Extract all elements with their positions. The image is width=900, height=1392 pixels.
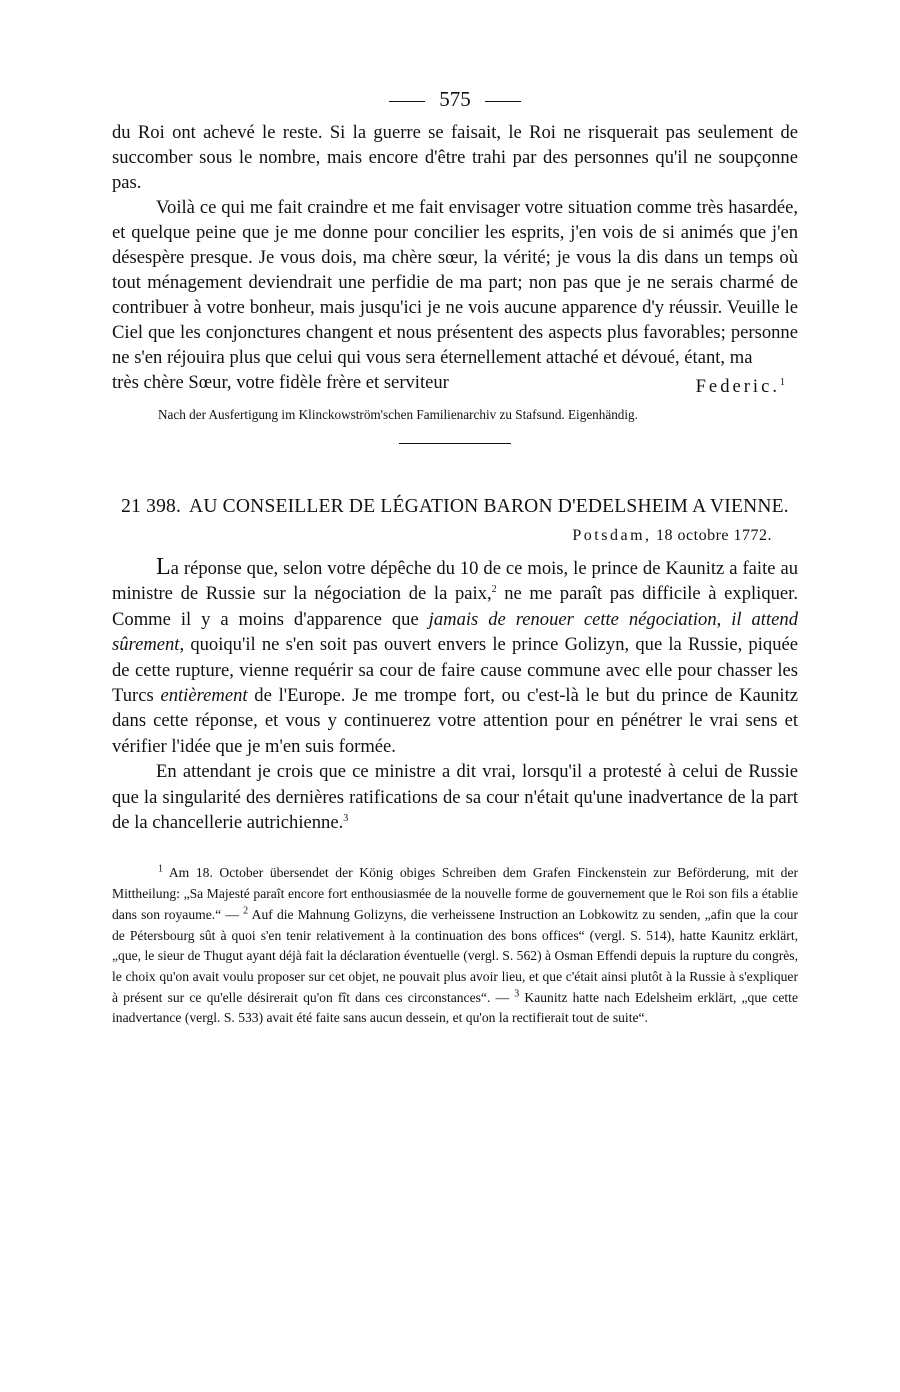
body-text: , quoiqu'il ne s'en soit pas ouvert envers le prince Golizyn, que la Russie, piquée de cette rupture, vienne requérir sa cour de faire cause commune avec elle pour chasser les Turcs xyxy=(112,634,798,707)
footnote-text: Kaunitz hatte nach Edelsheim erklärt, „que cette inadvertance (vergl. S. 533) avait été faite sans aucun dessein, et qu'on la rectifierait tout de suite“. xyxy=(112,989,798,1026)
footnote-mark: 3 xyxy=(514,988,520,1000)
body-text: de l'Europe. Je me trompe fort, ou c'est-là le but du prince de Kaunitz dans cette réponse, et vous y continuerez votre attention pour en pénétrer le vrai sens et vérifier l'idée que je m'en suis formée. xyxy=(112,685,798,757)
document-heading xyxy=(112,495,798,519)
dateline xyxy=(112,527,772,545)
page-header xyxy=(112,86,798,120)
letter-paragraph: Voilà ce qui me fait craindre et me fait envisager votre situation comme très hasardée, et quelque peine que je me donne pour concilier les esprits, j'en vois de si animés que j'en désespère presque. Je vous dois, ma chère sœur, la vérité; je vous la dis dans un temps où tout ménagement deviendrait une perfidie de ma part; non pas que je ne serais charmé de contribuer à votre bonheur, mais jusqu'ici je ne vois aucune apparence d'y réussir. Veuille le Ciel que les conjonctures changent et nous présentent des aspects plus favorables; personne ne s'en réjouira plus que celui qui vous sera éternellement attaché et dévoué, étant, ma xyxy=(112,197,798,368)
body-text: a réponse que, selon votre dépêche du 10 de ce mois, le prince de Kaunitz a faite au ministre de Russie sur la négociation de la paix, xyxy=(112,558,798,605)
footnote-ref: 1 xyxy=(780,376,788,388)
document-title: AU CONSEILLER DE LÉGATION BARON D'EDELSHEIM A VIENNE. xyxy=(189,496,789,517)
footnote-mark: 1 xyxy=(158,863,163,875)
initial-letter: L xyxy=(156,554,171,580)
letter-paragraph: du Roi ont achevé le reste. Si la guerre se faisait, le Roi ne risquerait pas seulement de succomber sous le nombre, mais encore d'être trahi par des personnes qu'il ne soupçonne pas. xyxy=(112,122,798,193)
signature xyxy=(696,374,788,399)
signature-text: Federic. xyxy=(695,376,780,397)
footnote xyxy=(112,863,798,1029)
body-text: En attendant je crois que ce ministre a dit vrai, lorsqu'il a protesté à celui de Russie que la singularité des dernières ratifications de sa cour n'était qu'une inadvertance de la part de la chancellerie autrichienne. xyxy=(112,761,798,834)
letter-final-line xyxy=(112,370,798,395)
footnote-text: Auf die Mahnung Golizyns, die verheissene Instruction an Lobkowitz zu senden, „afin que la cour de Pétersbourg sût à quoi s'en tenir relativement à la continuation des bons offices“ (vergl. S. 514), hatte Kaunitz erklärt, „que, le sieur de Thugut ayant déjà fait la déclaration éventuelle (vergl. S. 562) à Osman Effendi depuis la rupture du congrès, le choix qu'on avait voulu proposer sur cet objet, ne pouvait plus avoir lieu, et que c'était ainsi plutôt à la Russie à s'expliquer à présent sur ce qu'elle désirerait qu'on fît dans ces circonstances“. — xyxy=(112,906,798,1005)
dateline-place: Potsdam, xyxy=(572,527,652,544)
header-dash-right xyxy=(485,101,521,102)
page-number: 575 xyxy=(439,87,471,111)
emphasis-text: entièrement xyxy=(160,685,248,707)
emphasis-text: jamais de renouer cette négociation xyxy=(428,608,717,630)
section-divider xyxy=(399,443,511,444)
dateline-date: 18 octobre 1772. xyxy=(656,527,772,544)
source-note: Nach der Ausfertigung im Klinckowström'schen Familienarchiv zu Stafsund. Eigenhändig. xyxy=(158,407,638,422)
body-paragraph xyxy=(112,555,798,759)
footnote-mark: 2 xyxy=(243,905,249,917)
letter-closing xyxy=(112,120,798,395)
footnote-ref: 3 xyxy=(343,812,349,824)
body-text: , xyxy=(716,608,732,630)
emphasis-text: il attend sûrement xyxy=(112,608,798,656)
document-page xyxy=(112,86,798,1029)
footnotes xyxy=(112,863,798,1029)
letter-last-line: très chère Sœur, votre fidèle frère et serviteur xyxy=(112,372,449,393)
header-dash-left xyxy=(389,101,425,102)
footnote-text: Am 18. October übersendet der König obiges Schreiben dem Grafen Finckenstein zur Beförderung, mit der Mittheilung: „Sa Majesté paraît encore fort enthousiasmée de la nouvelle forme de gouvernement que le Roi son fils a établie dans son royaume.“ — xyxy=(112,865,799,922)
letter-body xyxy=(112,555,798,835)
body-text: ne me paraît pas difficile à expliquer. Comme il y a moins d'apparence que xyxy=(112,583,799,630)
document-number: 21 398. xyxy=(121,496,182,517)
body-paragraph xyxy=(112,759,798,835)
footnote-ref: 2 xyxy=(491,584,497,596)
